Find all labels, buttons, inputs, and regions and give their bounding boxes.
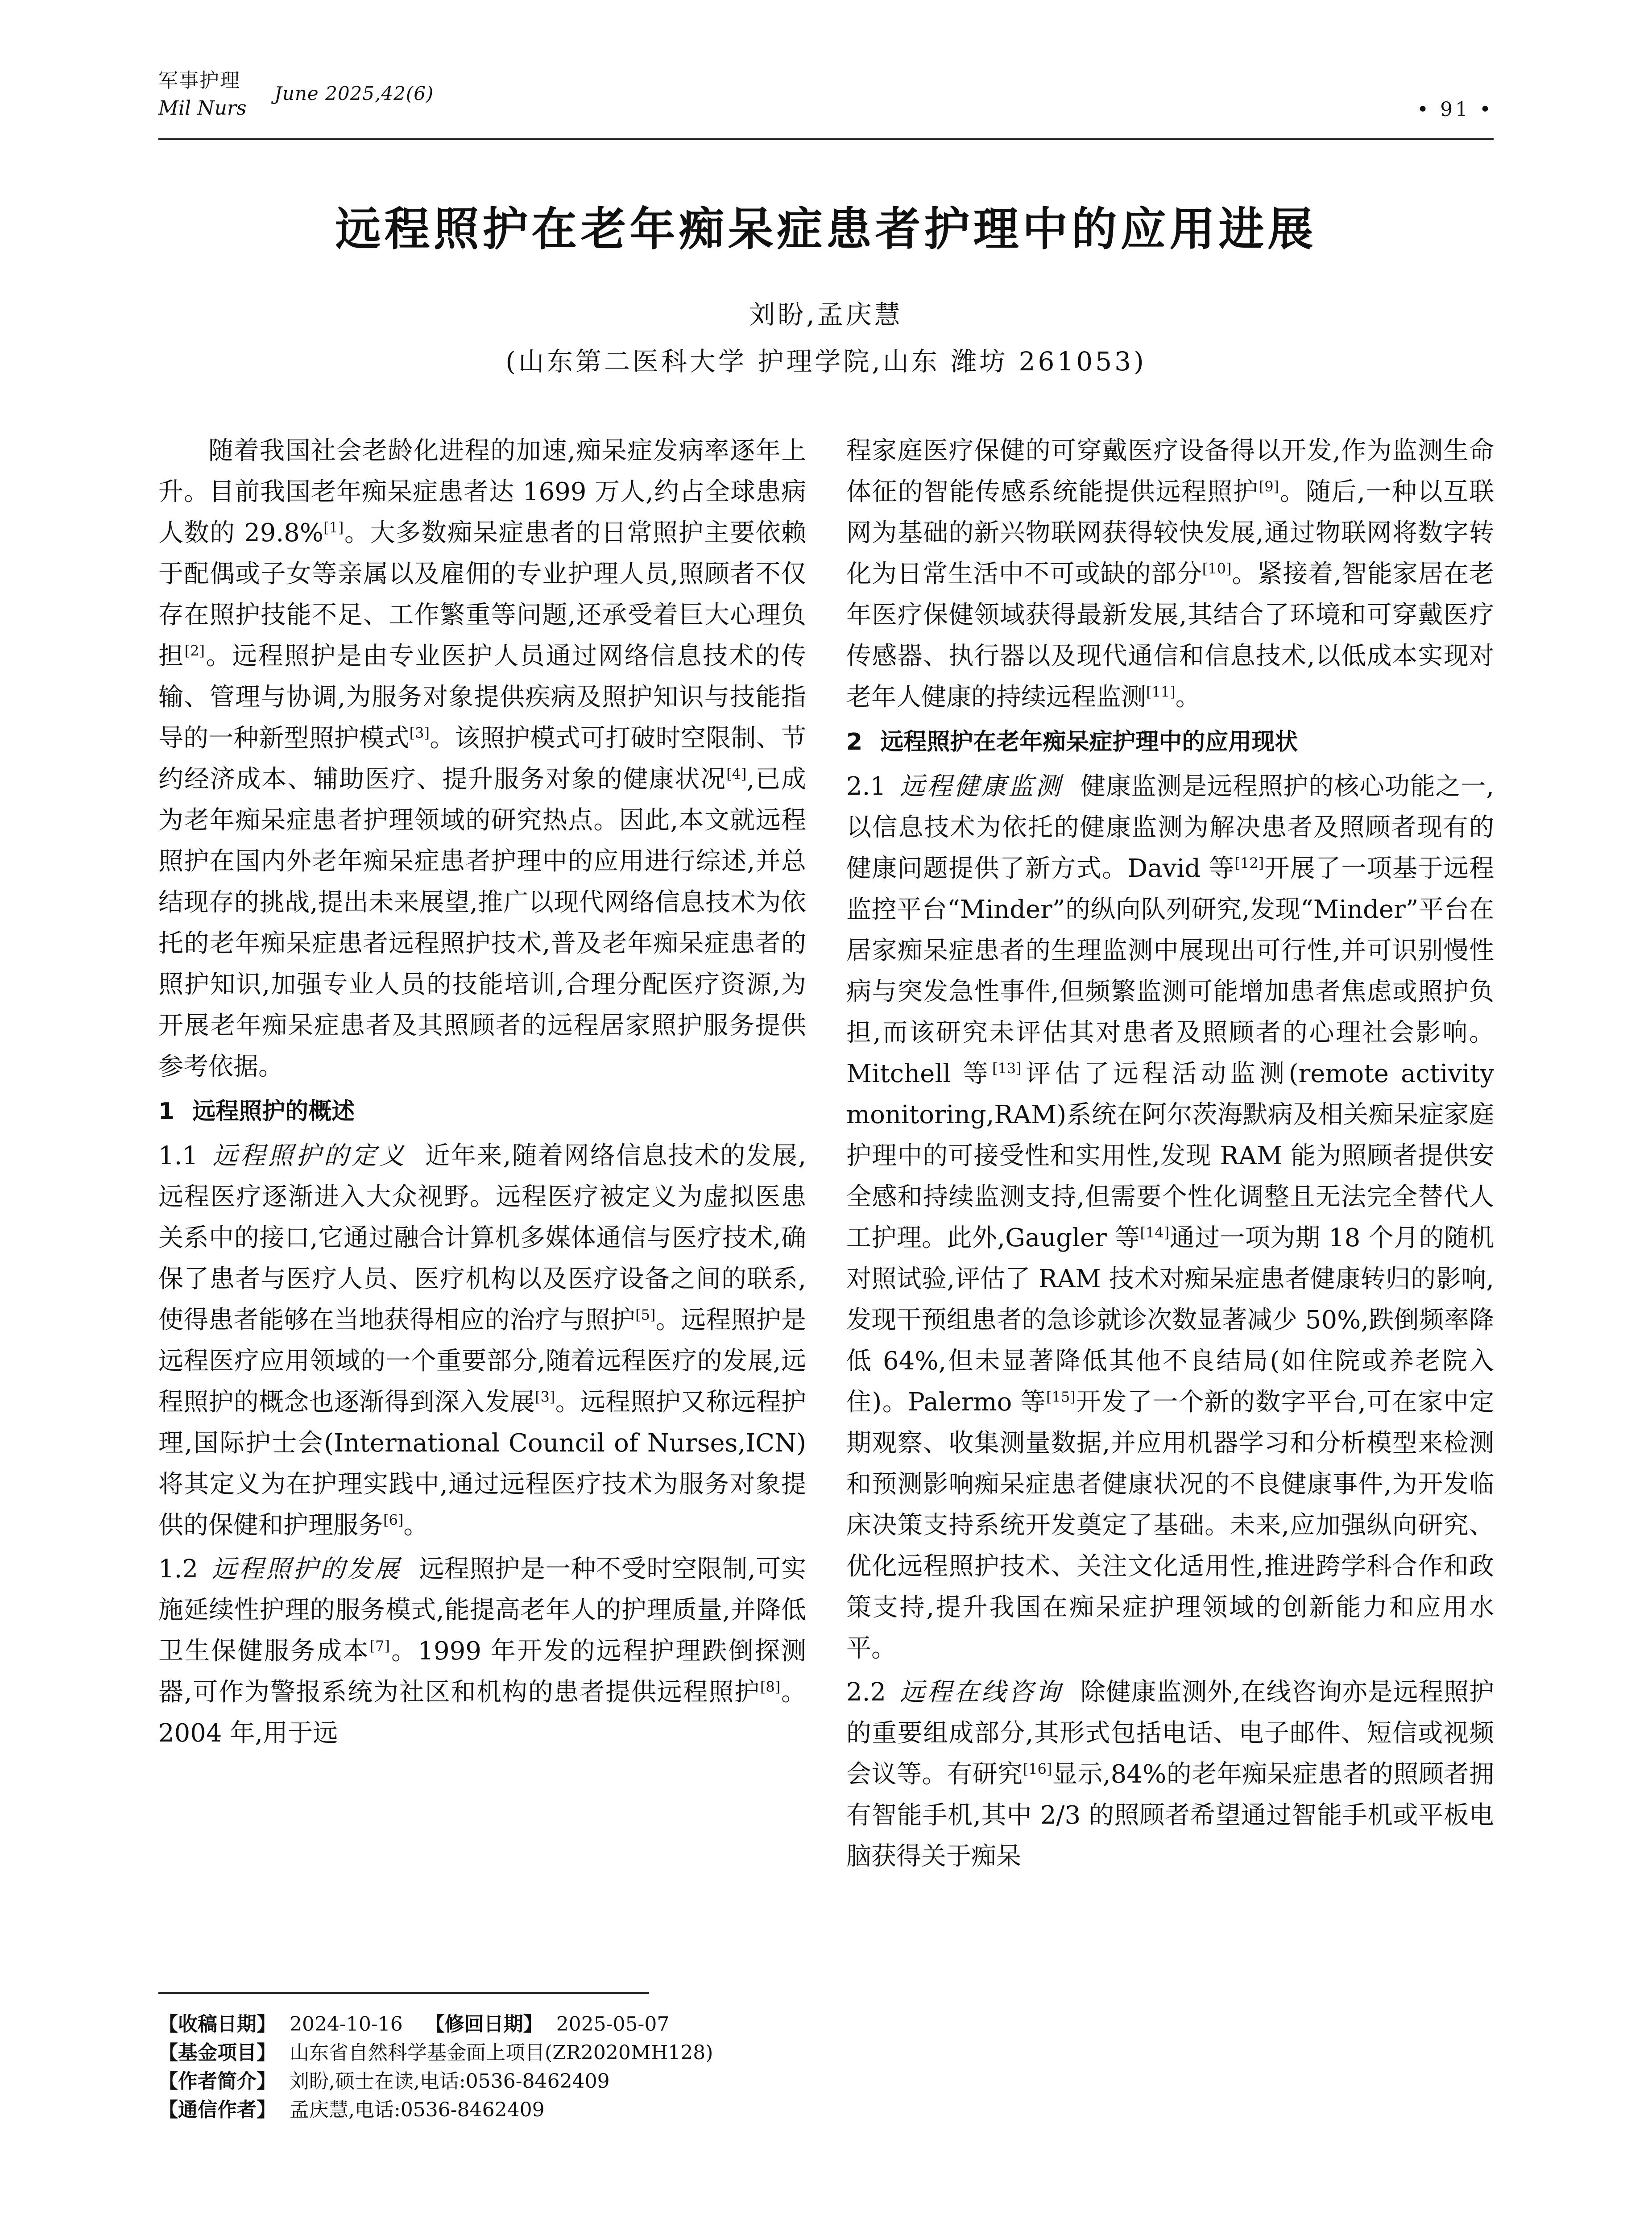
intro-paragraph [158, 431, 806, 1087]
text-run: 显示,84%的老年痴呆症患者的照顾者拥有智能手机,其中 2/3 的照顾者希望通过智能手机或平板电脑获得关于痴呆 [846, 1760, 1494, 1871]
fund-label: 【基金项目】 [158, 2041, 276, 2064]
text-run: 。远程照护是远程医疗应用领域的一个重要部分,随着远程医疗的发展,远程照护的概念也逐渐得到深入发展 [158, 1306, 807, 1417]
affiliation: (山东第二医科大学 护理学院,山东 潍坊 261053) [505, 346, 1147, 377]
text-run: 。大多数痴呆症患者的日常照护主要依赖于配偶或子女等亲属以及雇佣的专业护理人员,照顾者不仅存在照护技能不足、工作繁重等问题,还承受着巨大心理负担 [158, 518, 807, 671]
continued-paragraph [846, 431, 1494, 718]
section-heading-1 [158, 1090, 806, 1133]
section-2-2-paragraph [846, 1672, 1494, 1877]
text-run: 随着我国社会老龄化进程的加速,痴呆症发病率逐年上升。目前我国老年痴呆症患者达 1699 万人,约占全球患病人数的 29.8% [158, 436, 806, 547]
section-heading-2 [846, 721, 1494, 763]
footnote-dates [158, 2010, 806, 2039]
citation[interactable]: [15] [1046, 1388, 1076, 1406]
authors: 刘盼,孟庆慧 [749, 299, 903, 330]
revised-date: 2025-05-07 [556, 2013, 670, 2036]
article-title: 远程照护在老年痴呆症患者护理中的应用进展 [335, 203, 1317, 256]
right-column [846, 431, 1494, 1880]
citation[interactable]: [7] [369, 1637, 390, 1655]
section-1-2-paragraph [158, 1549, 806, 1754]
issue-info: June 2025,42(6) [274, 83, 434, 104]
subsection-title: 远程在线咨询 [899, 1678, 1063, 1707]
subsection-number: 2.2 [846, 1678, 886, 1707]
text-run: 评估了远程活动监测(remote activity monitoring,RAM)系统在阿尔茨海默病及相关痴呆症家庭护理中的可接受性和实用性,发现 RAM 能为照顾者提供安全感和持续监测支持,但需要个性化调整且无法完全替代人工护理。此外,Gaugler 等 [846, 1059, 1494, 1252]
text-run: 。远程照护是由专业医护人员通过网络信息技术的传输、管理与协调,为服务对象提供疾病及照护知识与技能指导的一种新型照护模式 [158, 642, 807, 753]
citation[interactable]: [1] [323, 519, 344, 536]
text-run: 通过一项为期 18 个月的随机对照试验,评估了 RAM 技术对痴呆症患者健康转归的影响,发现干预组患者的急诊就诊次数显著减少 50%,跌倒频率降低 64%,但未显著降低其他不良结局(如住院或养老院入住)。Palermo 等 [846, 1223, 1494, 1417]
received-date: 2024-10-16 [290, 2013, 403, 2036]
text-run: 。2004 年,用于远 [158, 1678, 806, 1748]
subsection-number: 2.1 [846, 772, 886, 801]
section-number: 2 [846, 729, 863, 755]
citation[interactable]: [5] [635, 1306, 656, 1323]
subsection-number: 1.1 [158, 1141, 199, 1170]
citation[interactable]: [3] [409, 724, 430, 742]
corresponding-value: 孟庆慧,电话:0536-8462409 [290, 2098, 545, 2121]
citation[interactable]: [4] [726, 765, 747, 783]
subsection-title: 远程照护的定义 [211, 1141, 407, 1170]
section-title: 远程照护在老年痴呆症护理中的应用现状 [880, 729, 1298, 755]
text-run: 。该照护模式可打破时空限制、节约经济成本、辅助医疗、提升服务对象的健康状况 [158, 724, 807, 794]
fund-value: 山东省自然科学基金面上项目(ZR2020MH128) [290, 2041, 713, 2064]
text-run: 。紧接着,智能家居在老年医疗保健领域获得最新发展,其结合了环境和可穿戴医疗传感器、执行器以及现代通信和信息技术,以低成本实现对老年人健康的持续远程监测 [846, 560, 1495, 712]
left-column [158, 431, 806, 1757]
author-value: 刘盼,硕士在读,电话:0536-8462409 [290, 2070, 610, 2093]
text-run: 。 [403, 1511, 429, 1540]
journal-name-cn: 军事护理 [158, 69, 240, 92]
journal-name-en: Mil Nurs [158, 97, 247, 120]
footnote-corresponding [158, 2096, 806, 2124]
citation[interactable]: [9] [1259, 478, 1279, 495]
citation[interactable]: [13] [992, 1060, 1022, 1077]
text-run: 近年来,随着网络信息技术的发展,远程医疗逐渐进入大众视野。远程医疗被定义为虚拟医患关系中的接口,它通过融合计算机多媒体通信与医疗技术,确保了患者与医疗人员、医疗机构以及医疗设备之间的联系,使得患者能够在当地获得相应的治疗与照护 [158, 1141, 807, 1335]
text-run: 程家庭医疗保健的可穿戴医疗设备得以开发,作为监测生命体征的智能传感系统能提供远程照护 [846, 436, 1494, 506]
author-label: 【作者简介】 [158, 2070, 276, 2093]
text-run: 。 [1175, 683, 1201, 712]
footnote-divider [158, 1992, 649, 1994]
section-title: 远程照护的概述 [192, 1098, 355, 1125]
subsection-title: 远程健康监测 [899, 772, 1063, 801]
section-2-1-paragraph [846, 766, 1494, 1669]
text-run: 开展了一项基于远程监控平台“Minder”的纵向队列研究,发现“Minder”平台在居家痴呆症患者的生理监测中展现出可行性,并可识别慢性病与突发急性事件,但频繁监测可能增加患者焦虑或照护负担,而该研究未评估其对患者及照顾者的心理社会影响。Mitchell 等 [846, 854, 1494, 1088]
text-run: 除健康监测外,在线咨询亦是远程照护的重要组成部分,其形式包括电话、电子邮件、短信或视频会议等。有研究 [846, 1678, 1494, 1789]
citation[interactable]: [11] [1146, 683, 1176, 701]
citation[interactable]: [12] [1234, 854, 1264, 872]
subsection-title: 远程照护的发展 [211, 1555, 402, 1584]
citation[interactable]: [6] [383, 1511, 404, 1529]
text-run: 开发了一个新的数字平台,可在家中定期观察、收集测量数据,并应用机器学习和分析模型来检测和预测影响痴呆症患者健康状况的不良健康事件,为开发临床决策支持系统开发奠定了基础。未来,应加强纵向研究、优化远程照护技术、关注文化适用性,推进跨学科合作和政策支持,提升我国在痴呆症护理领域的创新能力和应用水平。 [846, 1388, 1494, 1663]
subsection-number: 1.2 [158, 1555, 199, 1584]
page-number: • 91 • [1417, 98, 1494, 121]
received-label: 【收稿日期】 [158, 2013, 276, 2036]
citation[interactable]: [3] [535, 1388, 555, 1406]
text-run: 健康监测是远程照护的核心功能之一,以信息技术为依托的健康监测为解决患者及照顾者现有的健康问题提供了新方式。David 等 [846, 772, 1494, 883]
footnotes [158, 2010, 806, 2124]
citation[interactable]: [2] [184, 642, 205, 659]
footnote-fund [158, 2039, 806, 2067]
text-run: 远程照护是一种不受时空限制,可实施延续性护理的服务模式,能提高老年人的护理质量,并降低卫生保健服务成本 [158, 1555, 806, 1666]
citation[interactable]: [16] [1023, 1760, 1052, 1778]
citation[interactable]: [14] [1140, 1224, 1170, 1241]
footnote-author [158, 2067, 806, 2096]
header-divider [158, 138, 1494, 140]
text-run: 。随后,一种以互联网为基础的新兴物联网获得较快发展,通过物联网将数字转化为日常生活中不可或缺的部分 [846, 477, 1494, 589]
text-run: 。远程照护又称远程护理,国际护士会(International Council of Nurses,ICN)将其定义为在护理实践中,通过远程医疗技术为服务对象提供的保健和护理服务 [158, 1388, 807, 1540]
section-1-1-paragraph [158, 1136, 806, 1546]
text-run: 。1999 年开发的远程护理跌倒探测器,可作为警报系统为社区和机构的患者提供远程照护 [158, 1637, 807, 1707]
section-number: 1 [158, 1098, 175, 1125]
text-run: ,已成为老年痴呆症患者护理领域的研究热点。因此,本文就远程照护在国内外老年痴呆症患者护理中的应用进行综述,并总结现存的挑战,提出未来展望,推广以现代网络信息技术为依托的老年痴呆症患者远程照护技术,普及老年痴呆症患者的照护知识,加强专业人员的技能培训,合理分配医疗资源,为开展老年痴呆症患者及其照顾者的远程居家照护服务提供参考依据。 [158, 765, 806, 1081]
citation[interactable]: [8] [760, 1678, 781, 1696]
citation[interactable]: [10] [1202, 560, 1232, 577]
revised-label: 【修回日期】 [425, 2013, 543, 2036]
corresponding-label: 【通信作者】 [158, 2098, 276, 2121]
